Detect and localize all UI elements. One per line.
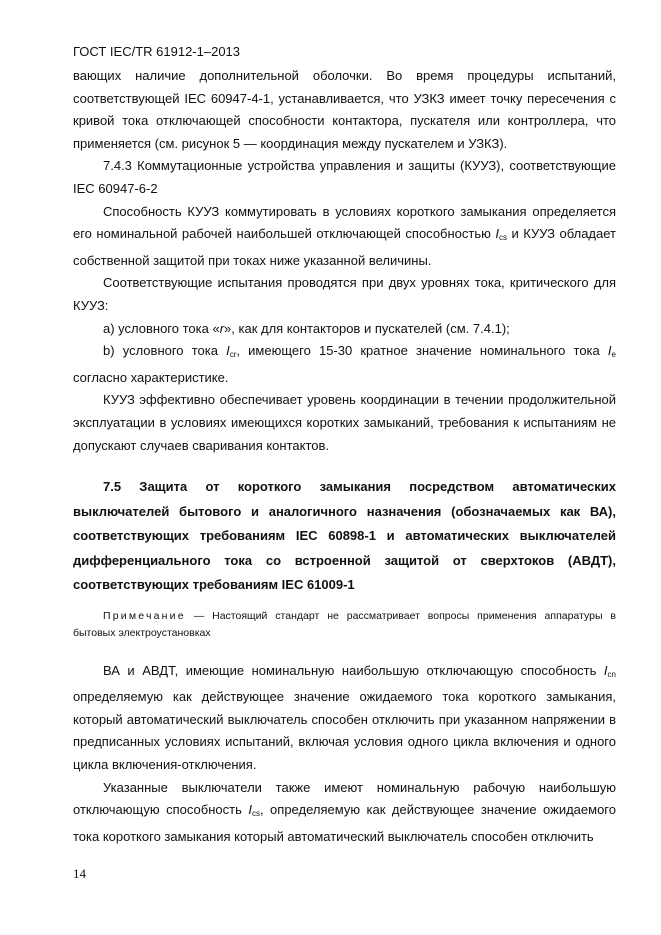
list-item-a: [73, 318, 616, 341]
paragraph-va-avdt: [73, 660, 616, 777]
symbol-subscript: cn: [607, 669, 616, 679]
text-segment: согласно характеристике.: [73, 369, 229, 385]
text-segment: , имеющего 15-30 кратное значение номинального тока: [236, 343, 608, 359]
section-heading-7-4-3: 7.4.3 Коммутационные устройства управления и защиты (КУУЗ), соответствующие IEC 60947-6-2: [73, 158, 616, 196]
symbol-r: r: [219, 320, 225, 336]
symbol-subscript: cr: [229, 350, 237, 360]
text-segment: Указанные выключатели также имеют номинальную рабочую наибольшую отключающую способность: [73, 779, 616, 818]
text-segment: , определяемую как действующее значение ожидаемого тока короткого замыкания который автоматический выключатель способен отключить: [73, 802, 616, 844]
note-text: — Настоящий стандарт не рассматривает вопросы применения аппаратуры в бытовых электроустановках: [73, 609, 616, 639]
document-body: [73, 65, 616, 848]
paragraph-kuuz-ability: [73, 201, 616, 273]
note: [73, 608, 616, 642]
note-label: Примечание: [103, 609, 186, 622]
symbol-subscript: cs: [499, 233, 507, 243]
text-segment: b) условного тока: [103, 343, 227, 359]
paragraph-continued: вающих наличие дополнительной оболочки. Во время процедуры испытаний, соответствующей IEC 60947-4-1, устанавливается, что УЗКЗ имеет точку пересечения с кривой тока отключающей способности контактора, пускателя или контроллера, что применяется (см. рисунок 5 — координация между пускателем и УЗКЗ).: [73, 68, 616, 151]
text-segment: », как для контакторов и пускателей (см. 7.4.1);: [224, 320, 510, 336]
symbol-current: I: [248, 802, 252, 818]
text-segment: Способность КУУЗ коммутировать в условиях короткого замыкания определяется его номинальной рабочей наибольшей отключающей способностью: [73, 203, 616, 242]
list-item-b: [73, 340, 616, 389]
text-segment: и КУУЗ обладает собственной защитой при токах ниже указанной величины.: [73, 226, 616, 268]
text-segment: a) условного тока «: [103, 320, 220, 336]
symbol-current: I: [607, 343, 612, 359]
symbol-current: I: [226, 343, 230, 359]
text-segment: определяемую как действующее значение ожидаемого тока короткого замыкания, который автоматический выключатель способен отключить при указанном напряжении в предписанных условиях испытаний, включая условия одного цикла включения и одного цикла включения-отключения.: [73, 689, 616, 772]
section-heading-7-5: 7.5 Защита от короткого замыкания посредством автоматических выключателей бытового и аналогичного назначения (обозначаемых как ВА), соответствующих требованиям IEC 60898-1 и автоматических выключателей дифференциального тока со встроенной защитой от сверхтоков (АВДТ), соответствующих требованиям IEC 61009-1: [73, 479, 616, 593]
symbol-subscript: cs: [251, 809, 260, 819]
symbol-current: I: [603, 662, 608, 678]
paragraph-switches: [73, 777, 616, 849]
text-segment: ВА и АВДТ, имеющие номинальную наибольшую отключающую способность: [103, 662, 604, 678]
symbol-subscript: e: [611, 350, 616, 360]
symbol-current: I: [495, 226, 499, 242]
paragraph-coordination: КУУЗ эффективно обеспечивает уровень координации в течении продолжительной эксплуатации в условиях имеющихся коротких замыканий, требования к испытаниям не допускают случаев сваривания контактов.: [73, 392, 616, 453]
page-number: 14: [73, 866, 86, 881]
paragraph-tests: Соответствующие испытания проводятся при двух уровнях тока, критического для КУУЗ:: [73, 275, 616, 313]
document-header: ГОСТ IEC/TR 61912-1–2013: [73, 44, 241, 59]
